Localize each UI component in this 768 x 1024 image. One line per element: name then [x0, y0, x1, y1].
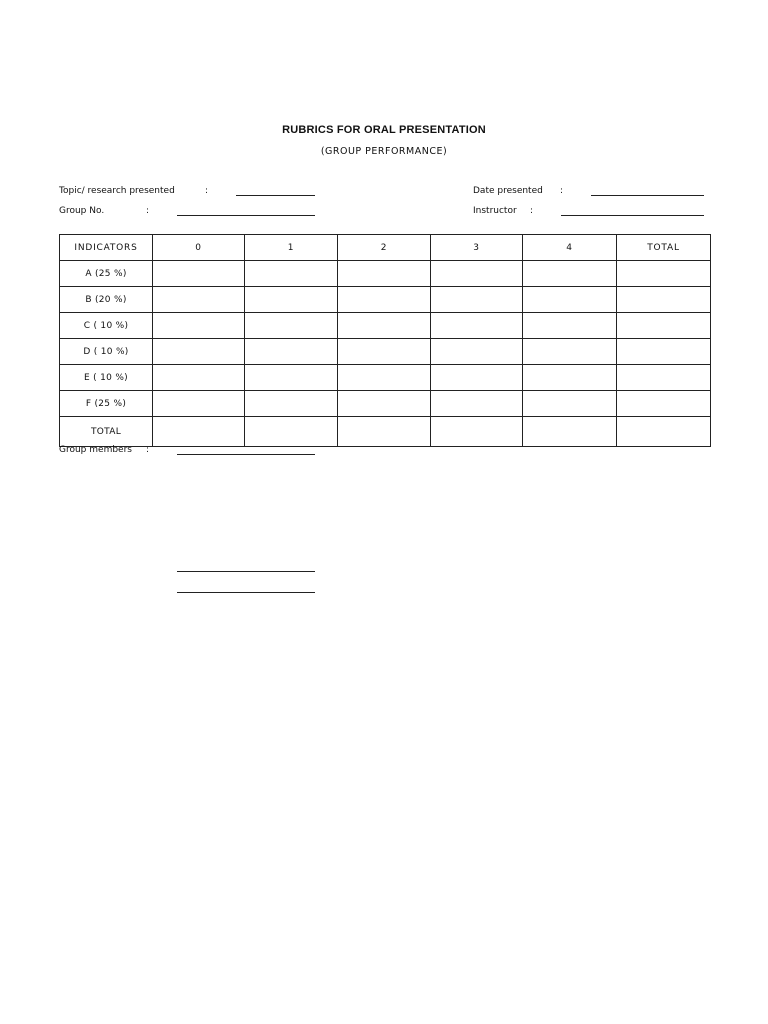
- total-cell[interactable]: [617, 365, 711, 391]
- total-score-cell[interactable]: [153, 417, 245, 447]
- header-score-0: 0: [153, 235, 245, 261]
- table-row: [60, 391, 711, 417]
- group-no-colon: :: [146, 206, 150, 216]
- rubric-table: [59, 234, 711, 447]
- total-score-cell[interactable]: [338, 417, 431, 447]
- header-indicators: INDICATORS: [60, 235, 153, 261]
- table-row: [60, 339, 711, 365]
- score-cell[interactable]: [338, 261, 431, 287]
- total-cell[interactable]: [617, 261, 711, 287]
- row-indicator: D ( 10 %): [60, 339, 153, 365]
- table-row: [60, 287, 711, 313]
- topic-label: Topic/ research presented: [59, 186, 175, 196]
- score-cell[interactable]: [431, 287, 523, 313]
- group-member-line[interactable]: [177, 571, 315, 572]
- score-cell[interactable]: [523, 313, 617, 339]
- score-cell[interactable]: [338, 313, 431, 339]
- score-cell[interactable]: [431, 391, 523, 417]
- score-cell[interactable]: [431, 339, 523, 365]
- score-cell[interactable]: [153, 287, 245, 313]
- group-members-colon: :: [146, 445, 150, 455]
- score-cell[interactable]: [431, 365, 523, 391]
- total-cell[interactable]: [617, 287, 711, 313]
- header-score-2: 2: [338, 235, 431, 261]
- score-cell[interactable]: [431, 261, 523, 287]
- group-member-line[interactable]: [177, 592, 315, 593]
- score-cell[interactable]: [245, 339, 338, 365]
- score-cell[interactable]: [245, 313, 338, 339]
- total-cell[interactable]: [617, 313, 711, 339]
- score-cell[interactable]: [523, 287, 617, 313]
- total-score-cell[interactable]: [431, 417, 523, 447]
- score-cell[interactable]: [338, 365, 431, 391]
- header-score-4: 4: [523, 235, 617, 261]
- instructor-label: Instructor: [473, 206, 517, 216]
- row-indicator: E ( 10 %): [60, 365, 153, 391]
- score-cell[interactable]: [153, 365, 245, 391]
- group-members-label: Group members: [59, 445, 132, 455]
- score-cell[interactable]: [153, 391, 245, 417]
- topic-field-line[interactable]: [236, 195, 315, 196]
- table-row: [60, 313, 711, 339]
- score-cell[interactable]: [245, 287, 338, 313]
- total-score-cell[interactable]: [245, 417, 338, 447]
- header-total: TOTAL: [617, 235, 711, 261]
- row-indicator: B (20 %): [60, 287, 153, 313]
- grand-total-cell[interactable]: [617, 417, 711, 447]
- total-score-cell[interactable]: [523, 417, 617, 447]
- score-cell[interactable]: [523, 365, 617, 391]
- row-indicator: F (25 %): [60, 391, 153, 417]
- score-cell[interactable]: [153, 313, 245, 339]
- score-cell[interactable]: [523, 339, 617, 365]
- group-no-field-line[interactable]: [177, 215, 315, 216]
- header-row: [60, 235, 711, 261]
- total-row: [60, 417, 711, 447]
- row-indicator: A (25 %): [60, 261, 153, 287]
- score-cell[interactable]: [245, 365, 338, 391]
- topic-colon: :: [205, 186, 209, 196]
- score-cell[interactable]: [338, 287, 431, 313]
- group-no-label: Group No.: [59, 206, 105, 216]
- header-score-1: 1: [245, 235, 338, 261]
- score-cell[interactable]: [523, 261, 617, 287]
- header-score-3: 3: [431, 235, 523, 261]
- score-cell[interactable]: [338, 339, 431, 365]
- total-cell[interactable]: [617, 391, 711, 417]
- instructor-colon: :: [530, 206, 534, 216]
- score-cell[interactable]: [153, 261, 245, 287]
- document-subtitle: (GROUP PERFORMANCE): [320, 146, 448, 157]
- score-cell[interactable]: [523, 391, 617, 417]
- score-cell[interactable]: [245, 261, 338, 287]
- date-field-line[interactable]: [591, 195, 704, 196]
- table-row: [60, 261, 711, 287]
- total-cell[interactable]: [617, 339, 711, 365]
- document-title: RUBRICS FOR ORAL PRESENTATION: [282, 124, 486, 136]
- score-cell[interactable]: [338, 391, 431, 417]
- date-label: Date presented: [473, 186, 543, 196]
- table-row: [60, 365, 711, 391]
- score-cell[interactable]: [245, 391, 338, 417]
- score-cell[interactable]: [153, 339, 245, 365]
- group-member-line[interactable]: [177, 454, 315, 455]
- row-indicator: C ( 10 %): [60, 313, 153, 339]
- date-colon: :: [560, 186, 564, 196]
- row-total-label: TOTAL: [60, 417, 153, 447]
- score-cell[interactable]: [431, 313, 523, 339]
- instructor-field-line[interactable]: [561, 215, 704, 216]
